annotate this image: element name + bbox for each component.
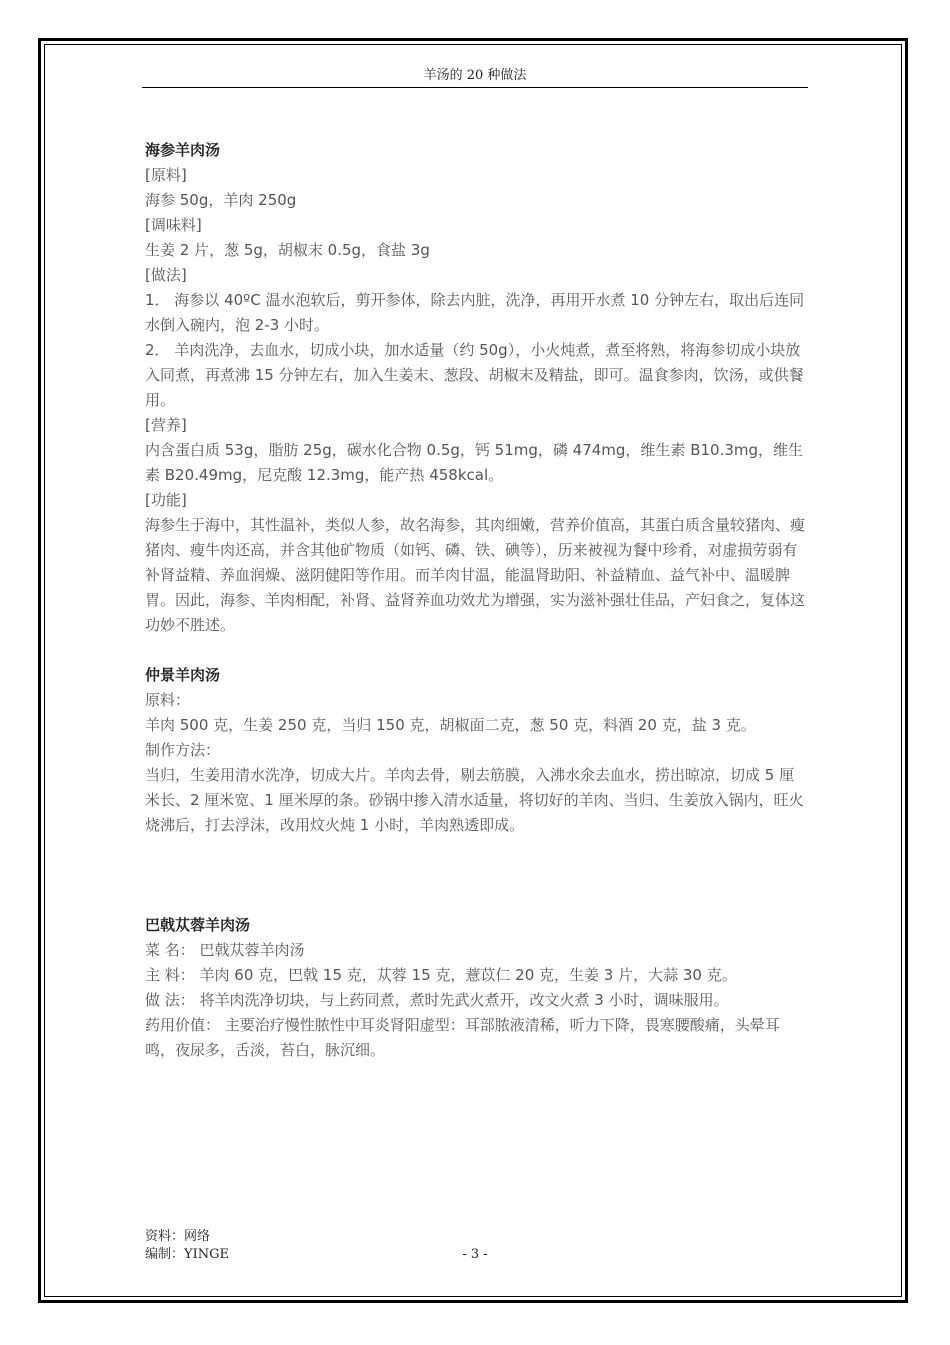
section-label: 制作方法：: [145, 741, 221, 759]
section-label: [原料]: [145, 166, 187, 184]
dish-name: 菜 名： 巴戟苁蓉羊肉汤: [145, 941, 305, 959]
nutrition-text: 内含蛋白质 53g，脂肪 25g，碳水化合物 0.5g，钙 51mg，磷 474mg，维生素 B10.3mg，维生素 B20.49mg，尼克酸 12.3mg，能产热 458kcal。: [145, 441, 804, 484]
page-header: 羊汤的 20 种做法: [142, 64, 808, 88]
spacer: [145, 638, 807, 663]
section-label: [调味料]: [145, 216, 202, 234]
ingredients: 羊肉 500 克，生姜 250 克，当归 150 克，胡椒面二克，葱 50 克，料酒 20 克，盐 3 克。: [145, 716, 756, 734]
medicinal-value: 药用价值： 主要治疗慢性脓性中耳炎肾阳虚型：耳部脓液清稀，听力下降，畏寒腰酸痛，头晕耳鸣，夜尿多，舌淡，苔白，脉沉细。: [145, 1016, 780, 1059]
section-label: [功能]: [145, 491, 187, 509]
method-step: 2． 羊肉洗净，去血水，切成小块，加水适量（约 50g），小火炖煮，煮至将熟，将海参切成小块放入同煮，再煮沸 15 分钟左右，加入生姜末、葱段、胡椒末及精盐，即可。温食参肉，饮汤，或供餐用。: [145, 341, 804, 409]
ingredients: 海参 50g，羊肉 250g: [145, 191, 297, 209]
spacer: [145, 838, 807, 913]
section-label: [营养]: [145, 416, 187, 434]
recipe-title: 巴戟苁蓉羊肉汤: [145, 916, 251, 934]
page-footer: [145, 1228, 229, 1264]
footer-source: 资料：网络: [145, 1229, 211, 1244]
method-step: 1． 海参以 40ºC 温水泡软后，剪开参体，除去内脏，洗净，再用开水煮 10 分钟左右，取出后连同水倒入碗内，泡 2-3 小时。: [145, 291, 805, 334]
method-text: 当归，生姜用清水洗净，切成大片。羊肉去骨，剔去筋膜，入沸水氽去血水，捞出晾凉，切成 5 厘米长、2 厘米宽、1 厘米厚的条。砂锅中掺入清水适量，将切好的羊肉、当归、生姜放入锅内，旺火烧沸后，打去浮沫，改用炆火炖 1 小时，羊肉熟透即成。: [145, 766, 804, 834]
method-text: 做 法： 将羊肉洗净切块，与上药同煮，煮时先武火煮开，改文火煮 3 小时，调味服用。: [145, 991, 729, 1009]
seasonings: 生姜 2 片，葱 5g，胡椒末 0.5g，食盐 3g: [145, 241, 430, 259]
section-label: 原料：: [145, 691, 191, 709]
page-number: - 3 -: [462, 1247, 488, 1262]
function-text: 海参生于海中，其性温补，类似人参，故名海参，其肉细嫩，营养价值高，其蛋白质含量较猪肉、瘦猪肉、瘦牛肉还高，并含其他矿物质（如钙、磷、铁、碘等），历来被视为餐中珍肴，对虚损劳弱有补肾益精、养血润燥、滋阴健阳等作用。而羊肉甘温，能温肾助阳、补益精血、益气补中、温暖脾胃。因此，海参、羊肉相配，补肾、益肾养血功效尤为增强，实为滋补强壮佳品，产妇食之，复体这功妙不胜述。: [145, 516, 806, 634]
main-ingredients: 主 料： 羊肉 60 克，巴戟 15 克，苁蓉 15 克，薏苡仁 20 克，生姜 3 片，大蒜 30 克。: [145, 966, 737, 984]
section-label: [做法]: [145, 266, 187, 284]
footer-editor: 编制：YINGE: [145, 1247, 229, 1262]
recipe-title: 仲景羊肉汤: [145, 666, 221, 684]
recipe-title: 海参羊肉汤: [145, 141, 221, 159]
document-body: [145, 138, 807, 1063]
